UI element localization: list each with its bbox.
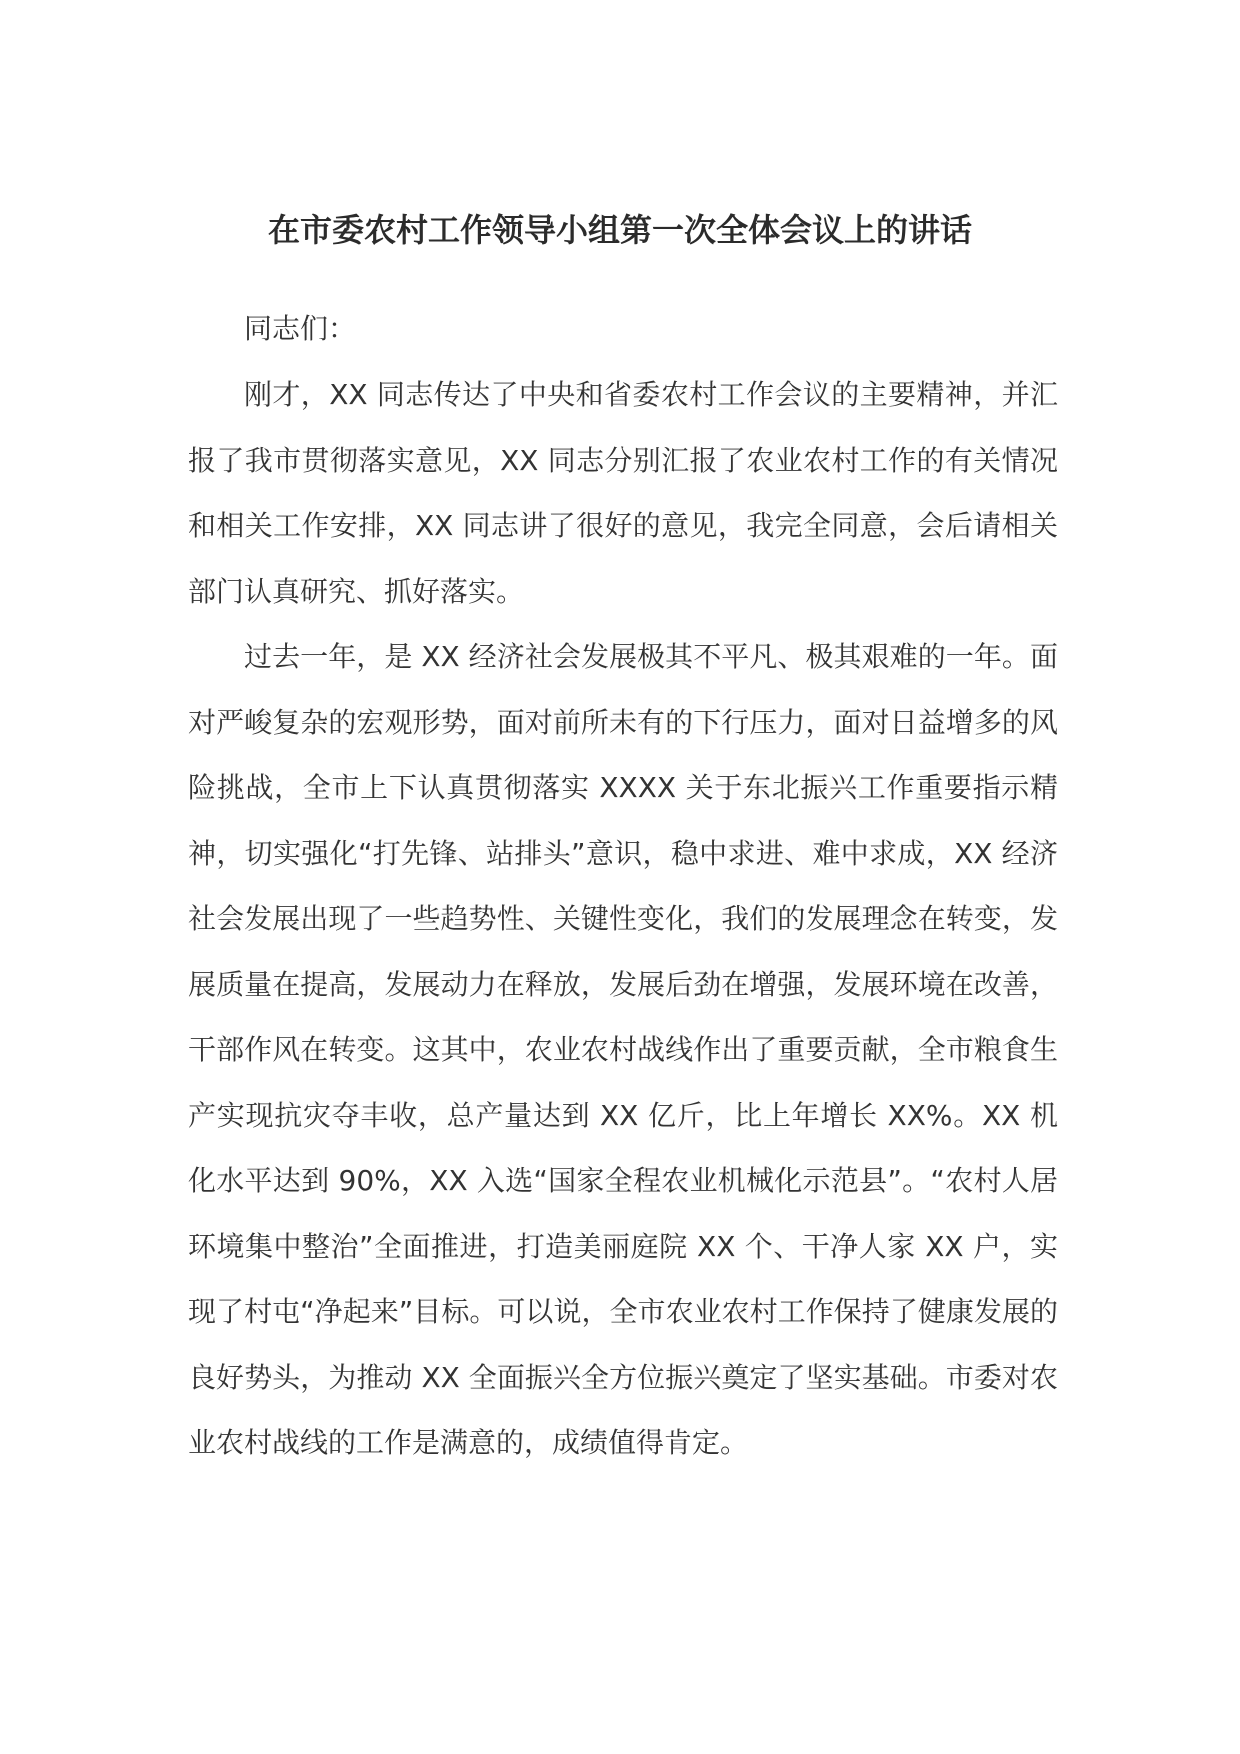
body-paragraph: 过去一年，是 XX 经济社会发展极其不平凡、极其艰难的一年。面对严峻复杂的宏观形势，面对前所未有的下行压力，面对日益增多的风险挑战，全市上下认真贯彻落实 XXXX 关于东北振兴工作重要指示精神，切实强化“打先锋、站排头”意识，稳中求进、难中求成，XX 经济社会发展出现了一些趋势性、关键性变化，我们的发展理念在转变，发展质量在提高，发展动力在释放，发展后劲在增强，发展环境在改善，干部作风在转变。这其中，农业农村战线作出了重要贡献，全市粮食生产实现抗灾夺丰收，总产量达到 XX 亿斤，比上年增长 XX%。XX 机化水平达到 90%，XX 入选“国家全程农业机械化示范县”。“农村人居环境集中整治”全面推进，打造美丽庭院 XX 个、干净人家 XX 户，实现了村屯“净起来”目标。可以说，全市农业农村工作保持了健康发展的良好势头，为推动 XX 全面振兴全方位振兴奠定了坚实基础。市委对农业农村战线的工作是满意的，成绩值得肯定。 [188,640,1058,1459]
body-paragraph: 刚才，XX 同志传达了中央和省委农村工作会议的主要精神，并汇报了我市贯彻落实意见，XX 同志分别汇报了农业农村工作的有关情况和相关工作安排，XX 同志讲了很好的意见，我完全同意，会后请相关部门认真研究、抓好落实。 [188,378,1058,608]
greeting-line: 同志们： [244,312,357,345]
document-title: 在市委农村工作领导小组第一次全体会议上的讲话 [267,211,972,249]
paragraph-block-2 [188,624,1058,1476]
paragraph-block-1 [188,362,1058,624]
